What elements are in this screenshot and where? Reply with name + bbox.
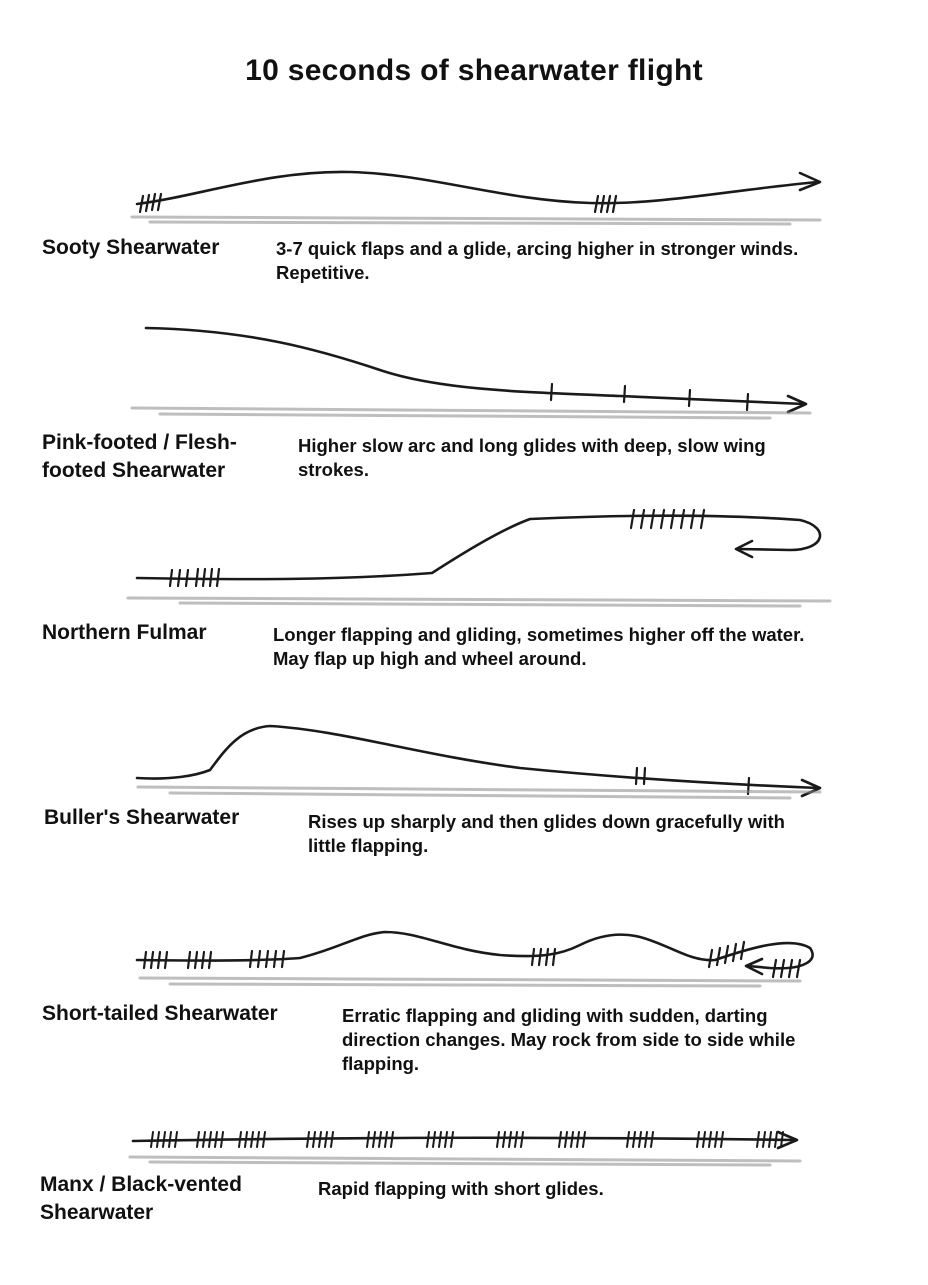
flight-path-manx — [0, 1115, 928, 1175]
flap-mark — [451, 1132, 453, 1147]
flap-mark — [307, 1132, 309, 1147]
flight-track — [133, 1138, 795, 1141]
flap-mark — [521, 1132, 523, 1147]
flap-mark — [697, 1132, 699, 1147]
species-label: Buller's Shearwater — [44, 806, 240, 829]
flap-mark — [639, 1132, 641, 1147]
flap-mark — [633, 1132, 635, 1147]
flap-mark — [645, 1132, 647, 1147]
flap-mark — [577, 1132, 579, 1147]
flap-mark — [325, 1132, 327, 1147]
flap-mark — [151, 1132, 153, 1147]
flap-mark — [221, 1132, 223, 1147]
species-description: 3-7 quick flaps and a glide, arcing higher in stronger winds. Repetitive. — [276, 238, 799, 283]
flap-mark — [175, 1132, 177, 1147]
flight-track — [137, 726, 818, 788]
flap-mark — [703, 1132, 705, 1147]
flap-mark — [509, 1132, 511, 1147]
species-description: Erratic flapping and gliding with sudden, darting direction changes. May rock from side to side while flapping. — [342, 1005, 796, 1074]
flight-track — [137, 516, 820, 579]
water-line — [132, 217, 820, 224]
flap-mark — [627, 1132, 629, 1147]
flap-mark — [391, 1132, 393, 1147]
species-label: Short-tailed Shearwater — [42, 1002, 278, 1025]
flight-path-short-tailed — [0, 915, 928, 995]
flap-mark — [319, 1132, 321, 1147]
flight-track — [146, 328, 804, 404]
species-description: Higher slow arc and long glides with deep, slow wing strokes. — [298, 435, 766, 480]
flap-mark — [163, 1132, 165, 1147]
flap-mark — [367, 1132, 369, 1147]
flap-mark — [497, 1132, 499, 1147]
flap-mark — [439, 1132, 441, 1147]
flap-mark — [157, 1132, 159, 1147]
water-line — [128, 598, 830, 606]
species-label: Pink-footed / Flesh-footed Shearwater — [42, 431, 237, 482]
flap-mark — [313, 1132, 315, 1147]
page-title: 10 seconds of shearwater flight — [245, 54, 703, 87]
flight-path-fulmar — [0, 495, 928, 615]
flap-mark — [757, 1132, 759, 1147]
species-description: Rises up sharply and then glides down gracefully with little flapping. — [308, 811, 785, 856]
flap-mark — [209, 1132, 211, 1147]
species-description: Rapid flapping with short glides. — [318, 1178, 604, 1199]
flap-mark — [763, 1132, 765, 1147]
flap-mark — [515, 1132, 517, 1147]
flap-mark — [203, 1132, 205, 1147]
species-description: Longer flapping and gliding, sometimes higher off the water. May flap up high and wheel around. — [273, 624, 805, 669]
flap-mark — [445, 1132, 447, 1147]
flap-mark — [379, 1132, 381, 1147]
flap-mark — [197, 1132, 199, 1147]
flight-path-bullers — [0, 710, 928, 810]
species-label: Sooty Shearwater — [42, 236, 220, 259]
flap-mark — [709, 1132, 711, 1147]
flap-marks — [140, 194, 616, 212]
flight-path-sooty — [0, 150, 928, 230]
water-line — [140, 978, 800, 986]
flap-mark — [769, 1132, 771, 1147]
flap-mark — [583, 1132, 585, 1147]
flap-mark — [257, 1132, 259, 1147]
flap-mark — [331, 1132, 333, 1147]
flight-path-pink-footed — [0, 310, 928, 440]
flap-mark — [721, 1132, 723, 1147]
flight-track — [137, 172, 818, 204]
flap-mark — [565, 1132, 567, 1147]
flap-mark — [715, 1132, 717, 1147]
water-line — [132, 408, 810, 418]
flap-mark — [775, 1132, 777, 1147]
flap-mark — [559, 1132, 561, 1147]
water-line — [138, 787, 820, 798]
species-label: Manx / Black-vented Shearwater — [40, 1173, 242, 1224]
flap-mark — [169, 1132, 171, 1147]
flap-mark — [263, 1132, 265, 1147]
water-line — [130, 1157, 800, 1165]
flap-mark — [251, 1132, 253, 1147]
flap-mark — [503, 1132, 505, 1147]
flap-mark — [433, 1132, 435, 1147]
flap-mark — [245, 1132, 247, 1147]
species-label: Northern Fulmar — [42, 621, 207, 644]
flap-mark — [215, 1132, 217, 1147]
flap-mark — [373, 1132, 375, 1147]
flap-mark — [239, 1132, 241, 1147]
flap-mark — [427, 1132, 429, 1147]
flap-mark — [571, 1132, 573, 1147]
flap-mark — [651, 1132, 653, 1147]
flap-marks — [170, 510, 704, 586]
flap-mark — [385, 1132, 387, 1147]
